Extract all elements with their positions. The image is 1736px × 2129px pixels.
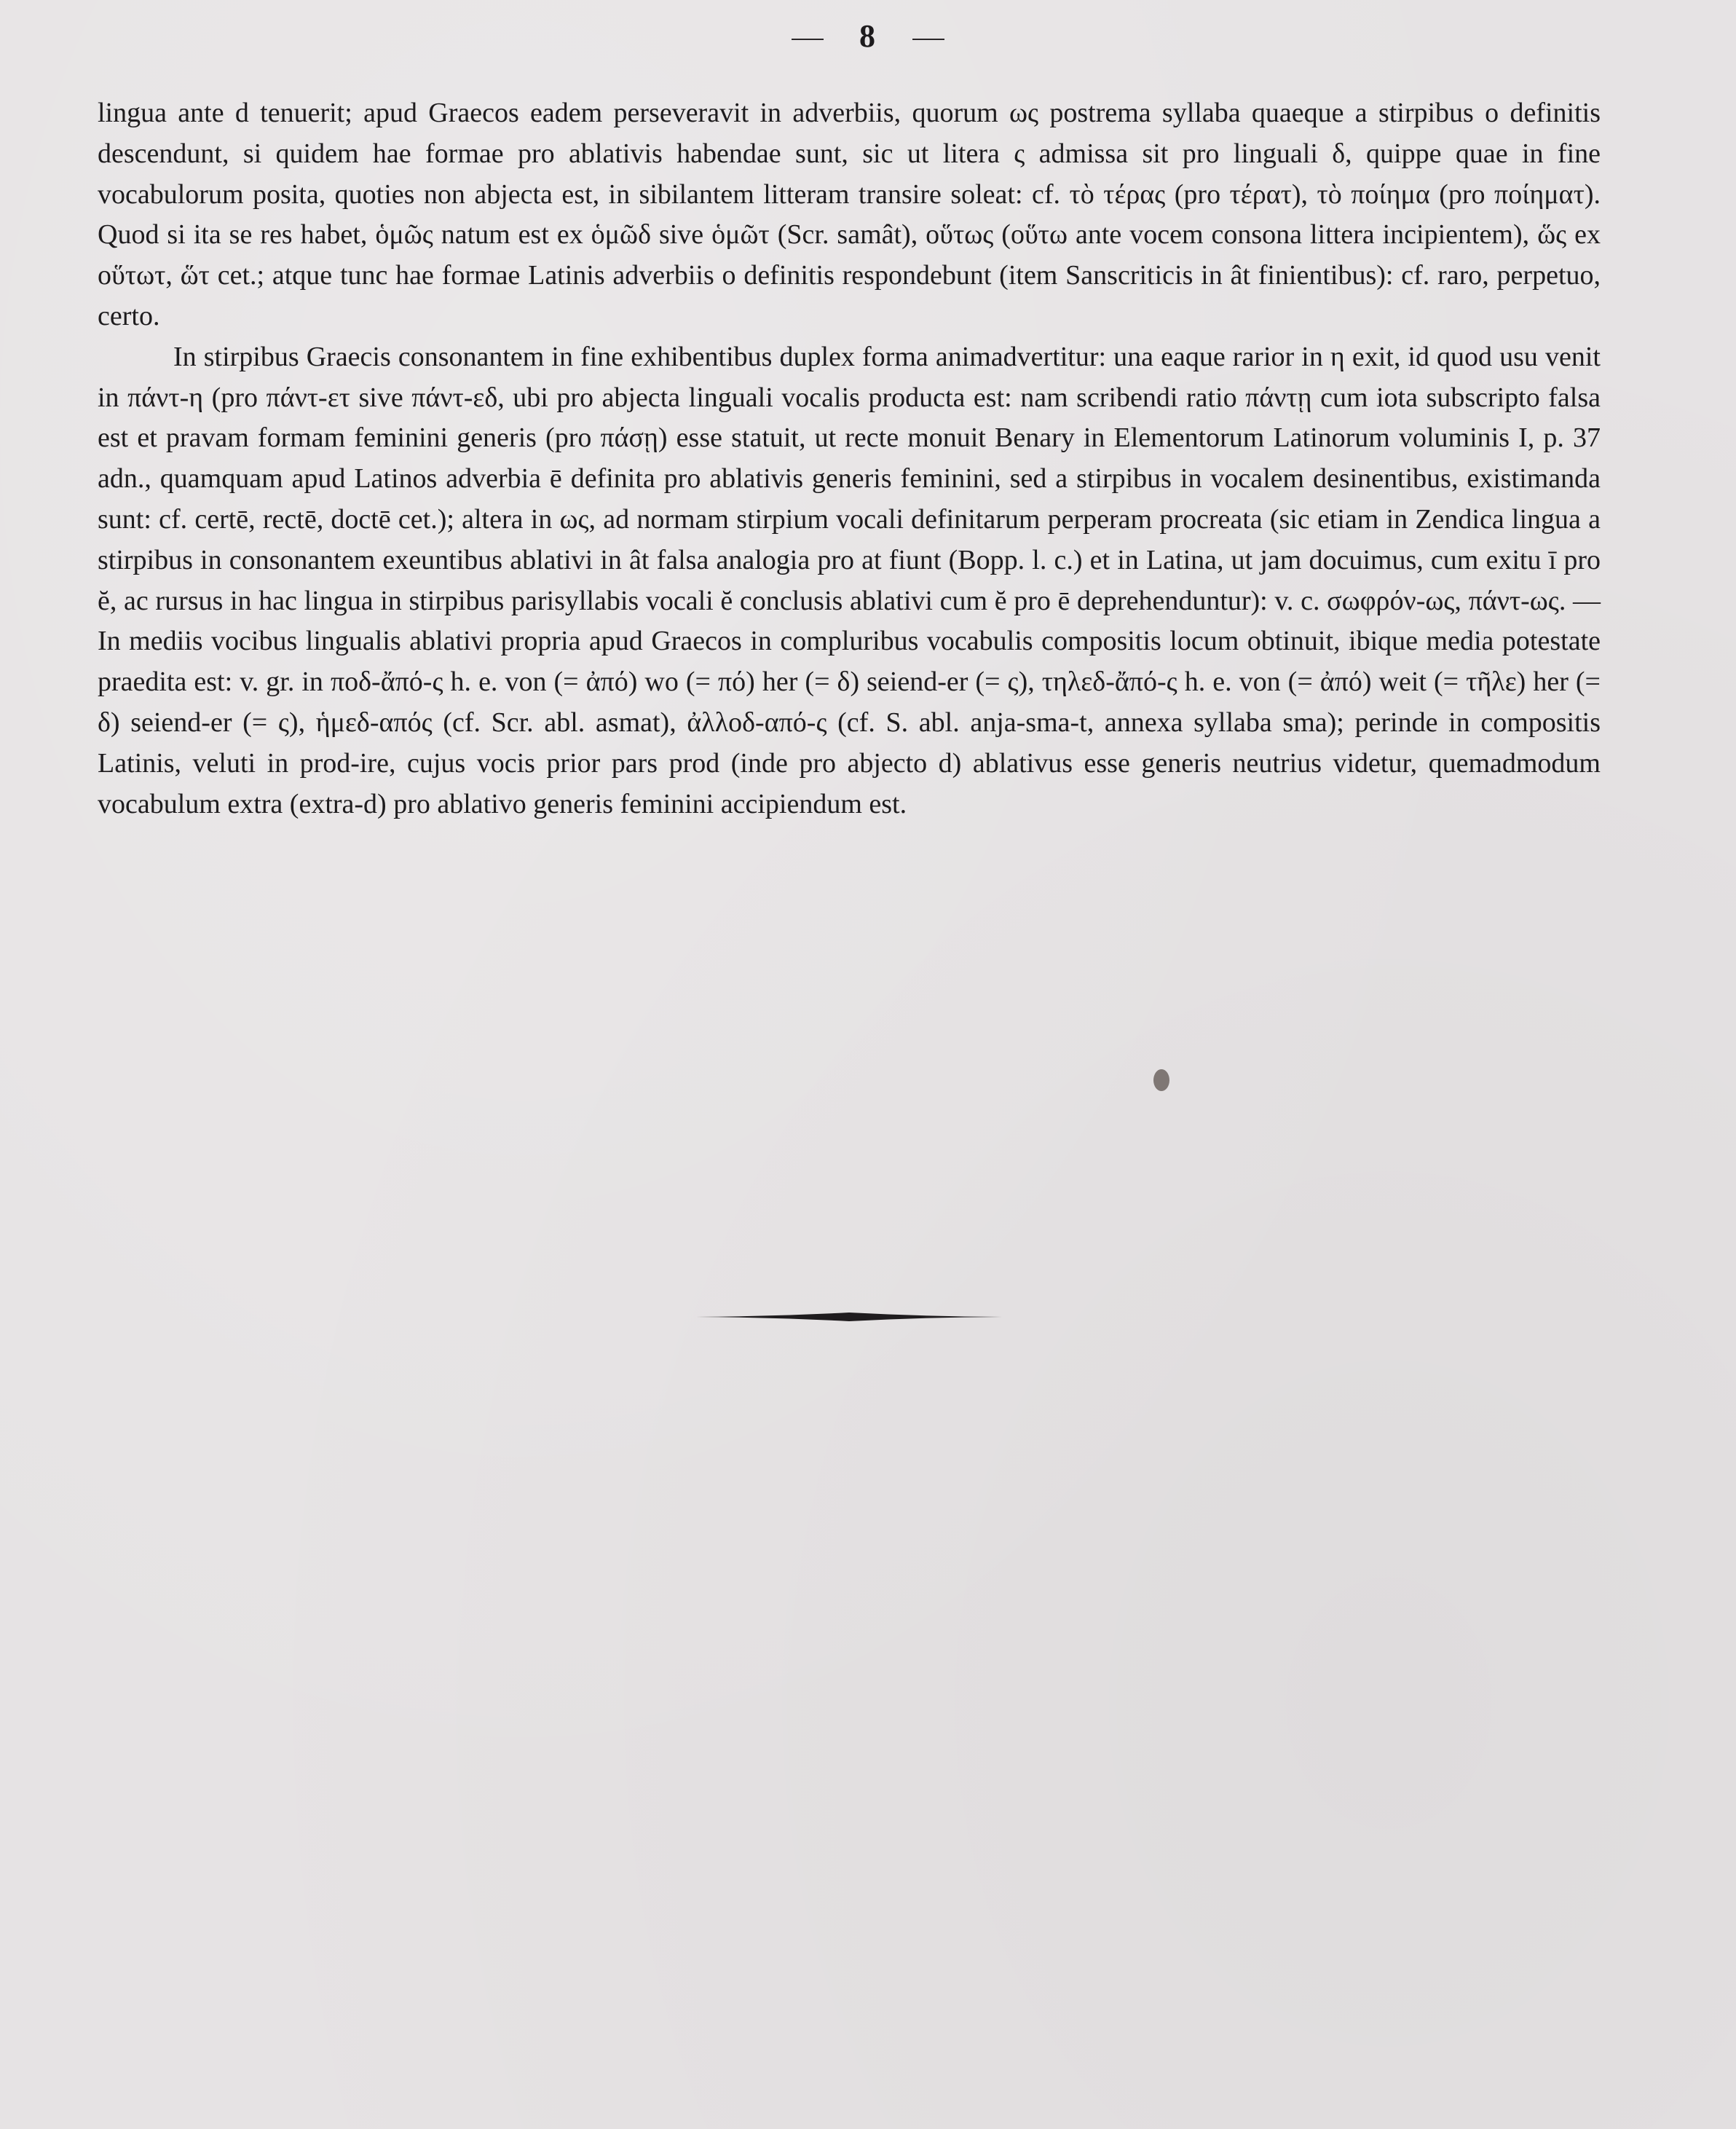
paragraph-1: lingua ante d tenuerit; apud Graecos eadem perseveravit in adverbiis, quorum ως postrema syllaba quaeque a stirpibus o definitis descendunt, si quidem hae formae pro ablativis habendae sunt, sic ut litera ς admissa sit pro linguali δ, quippe quae in fine vocabulorum posita, quoties non abjecta est, in sibilantem litteram transire soleat: cf. τὸ τέρας (pro τέρατ), τὸ ποίημα (pro ποίηματ). Quod si ita se res habet, ὁμῶς natum est ex ὁμῶδ sive ὁμῶτ (Scr. samât), οὕτως (οὕτω ante vocem consona littera incipientem), ὥς ex οὕτωτ, ὥτ cet.; atque tunc hae formae Latinis adverbiis o definitis respondebunt (item Sanscriticis in ât finientibus): cf. raro, perpetuo, certo. (98, 98, 1601, 331)
page-header (0, 17, 1736, 55)
ink-speck (1153, 1069, 1169, 1091)
paragraph-2: In stirpibus Graecis consonantem in fine exhibentibus duplex forma animadvertitur: una eaque rarior in η exit, id quod usu venit in πάντ-η (pro πάντ-ετ sive πάντ-εδ, ubi pro abjecta linguali vocalis producta est: nam scribendi ratio πάντῃ cum iota subscripto falsa est et pravam formam feminini generis (pro πάσῃ) esse statuit, ut recte monuit Benary in Elementorum Latinorum voluminis I, p. 37 adn., quamquam apud Latinos adverbia ē definita pro ablativis generis feminini, sed a stirpibus in vocalem desinentibus, existimanda sunt: cf. certē, rectē, doctē cet.); altera in ως, ad normam stirpium vocali definitarum perperam procreata (sic etiam in Zendica lingua a stirpibus in consonantem exeuntibus ablativi in ât falsa analogia pro at fiunt (Bopp. l. c.) et in Latina, ut jam docuimus, cum exitu ī pro ĕ, ac rursus in hac lingua in stirpibus parisyllabis vocali ĕ conclusis ablativi cum ĕ pro ē deprehenduntur): v. c. σωφρόν-ως, πάντ-ως. — In mediis vocibus lingualis ablativi propria apud Graecos in compluribus vocabulis compositis locum obtinuit, ibique media potestate praedita est: v. gr. in ποδ-ἄπό-ς h. e. von (= ἀπό) wo (= πό) her (= δ) seiend-er (= ς), τηλεδ-ἄπό-ς h. e. von (= ἀπό) weit (= τῆλε) her (= δ) seiend-er (= ς), ἡμεδ-απός (cf. Scr. abl. asmat), ἀλλοδ-από-ς (cf. S. abl. anja-sma-t, annexa syllaba sma); perinde in compositis Latinis, veluti in prod-ire, cujus vocis prior pars prod (inde pro abjecto d) ablativus esse generis neutrius videtur, quemadmodum vocabulum extra (extra-d) pro ablativo generis feminini accipiendum est. (98, 341, 1601, 819)
header-dash-left (792, 39, 824, 40)
page-number: 8 (859, 18, 877, 54)
body-text (98, 93, 1601, 825)
end-ornament-rule (696, 1308, 1002, 1326)
header-dash-right (912, 39, 944, 40)
